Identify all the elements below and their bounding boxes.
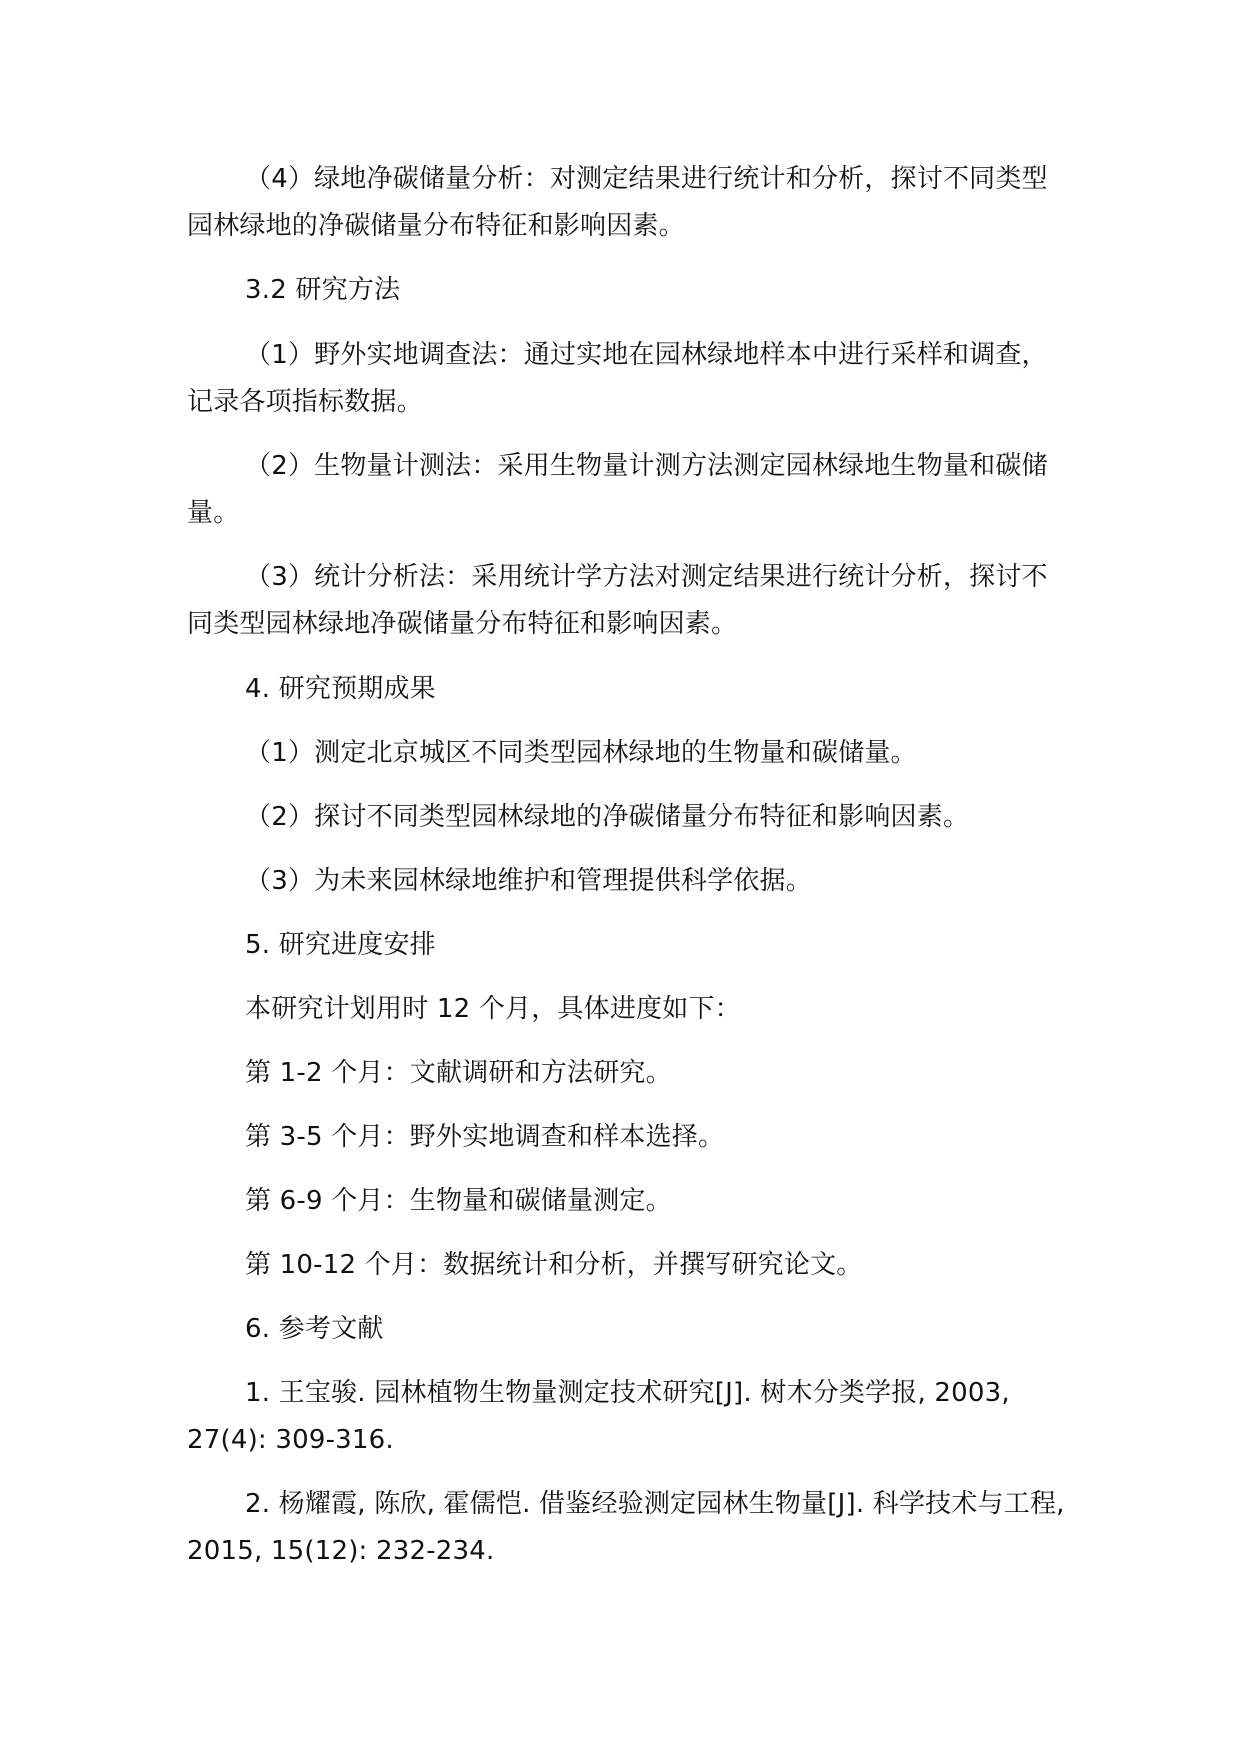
reference-item-2: 2. 杨耀霞, 陈欣, 霍儒恺. 借鉴经验测定园林生物量[J]. 科学技术与工程, 2015, 15(12): 232-234. xyxy=(187,1489,1065,1566)
document-page xyxy=(187,156,1067,1592)
reference-item-1: 1. 王宝骏. 园林植物生物量测定技术研究[J]. 树木分类学报, 2003, 27(4): 309-316. xyxy=(187,1378,1010,1455)
paragraph-green-space-analysis: （4）绿地净碳储量分析：对测定结果进行统计和分析，探讨不同类型园林绿地的净碳储量分布特征和影响因素。 xyxy=(187,164,1048,241)
paragraph-field-survey: （1）野外实地调查法：通过实地在园林绿地样本中进行采样和调查，记录各项指标数据。 xyxy=(187,340,1048,417)
section-heading-schedule: 5. 研究进度安排 xyxy=(245,930,436,960)
schedule-item-2: 第 3-5 个月：野外实地调查和样本选择。 xyxy=(245,1122,725,1152)
schedule-item-3: 第 6-9 个月：生物量和碳储量测定。 xyxy=(245,1186,672,1216)
schedule-item-1: 第 1-2 个月：文献调研和方法研究。 xyxy=(245,1058,672,1088)
section-heading-references: 6. 参考文献 xyxy=(245,1314,384,1344)
paragraph-statistical-analysis: （3）统计分析法：采用统计学方法对测定结果进行统计分析，探讨不同类型园林绿地净碳储量分布特征和影响因素。 xyxy=(187,562,1048,639)
paragraph-expected-result-2: （2）探讨不同类型园林绿地的净碳储量分布特征和影响因素。 xyxy=(245,802,970,832)
paragraph-schedule-intro: 本研究计划用时 12 个月，具体进度如下： xyxy=(245,994,741,1024)
section-heading-expected-results: 4. 研究预期成果 xyxy=(245,674,436,704)
paragraph-expected-result-1: （1）测定北京城区不同类型园林绿地的生物量和碳储量。 xyxy=(245,738,917,768)
section-heading-research-methods: 3.2 研究方法 xyxy=(245,275,401,305)
paragraph-biomass-measurement: （2）生物量计测法：采用生物量计测方法测定园林绿地生物量和碳储量。 xyxy=(187,451,1048,528)
schedule-item-4: 第 10-12 个月：数据统计和分析，并撰写研究论文。 xyxy=(245,1250,863,1280)
paragraph-expected-result-3: （3）为未来园林绿地维护和管理提供科学依据。 xyxy=(245,866,812,896)
